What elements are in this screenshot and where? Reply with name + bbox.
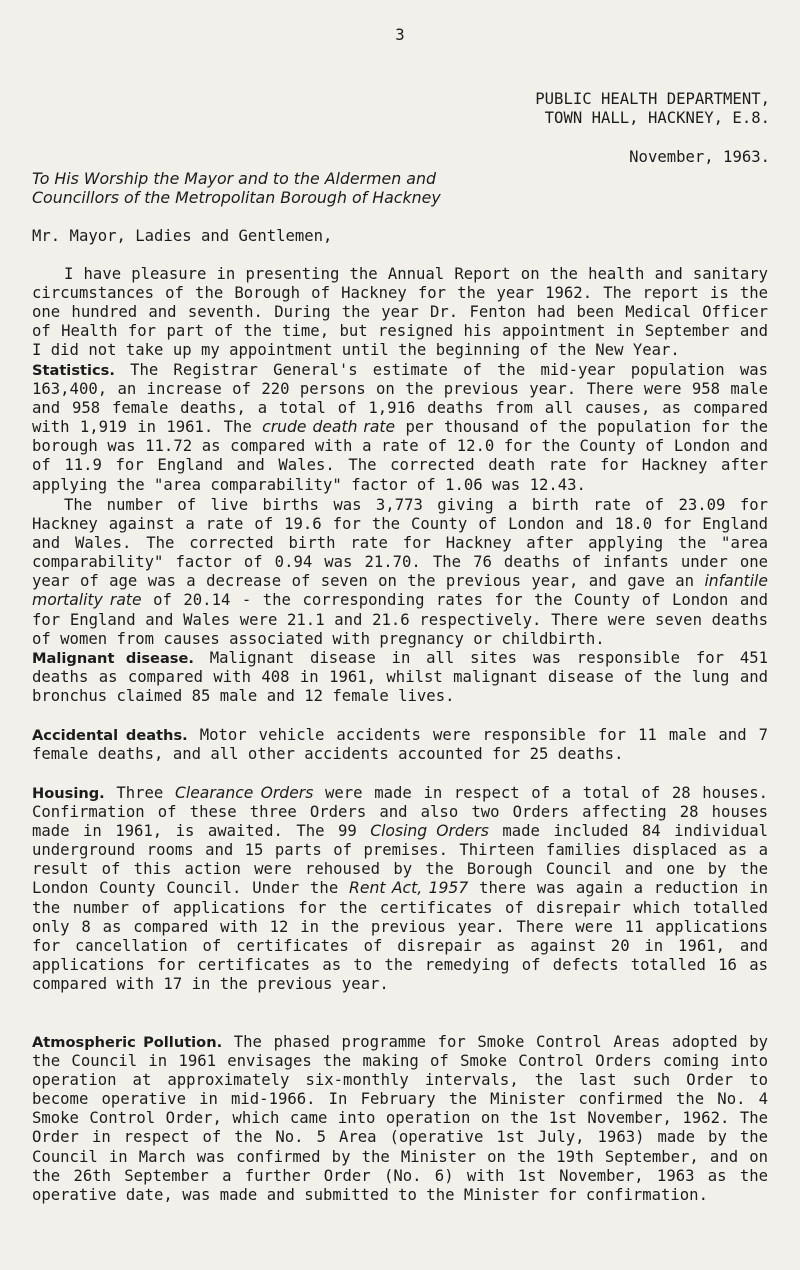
intro-paragraph: I have pleasure in presenting the Annual Report on the health and sanitary circumstances of the Borough of Hackney for the year 1962. The report is the one hundred and seventh. During the year Dr. Fenton had been Medical Officer of Health for part of the time, but resigned his appointment in September and I did not take up my appointment until the beginning of the New Year. bbox=[32, 265, 768, 360]
malignant-text: Malignant disease in all sites was responsible for 451 deaths as compared with 408 in 1961, whilst malignant disease of the lung and bronchus claimed 85 male and 12 female lives. bbox=[32, 649, 769, 706]
housing-paragraph bbox=[32, 784, 768, 994]
births-text-2: of 20.14 - the corresponding rates for the County of London and for England and Wales were 21.1 and 21.6 respectively. There were seven deaths of women from causes associated with pregnancy or childbirth. bbox=[32, 591, 768, 648]
statistics-emphasis: crude death rate bbox=[262, 418, 396, 437]
department-name: PUBLIC HEALTH DEPARTMENT, bbox=[535, 90, 770, 108]
statistics-text-1: The Registrar General's estimate of the mid-year population was 163,400, an increase of 220 persons on the previous year. There were 958 male and 958 female deaths, a total of 1,916 deaths from all causes, as compared with 1,919 in 1961. The bbox=[32, 361, 768, 437]
letter-date: November, 1963. bbox=[629, 148, 770, 166]
pollution-heading: Atmospheric Pollution. bbox=[32, 1034, 223, 1051]
department-address: TOWN HALL, HACKNEY, E.8. bbox=[544, 109, 770, 128]
malignant-heading: Malignant disease. bbox=[32, 650, 194, 667]
housing-text-1: Three bbox=[104, 784, 175, 802]
accidental-heading: Accidental deaths. bbox=[32, 727, 188, 744]
housing-text-2: were made in respect of a total of 28 houses. Confirmation of these three Orders and also two Orders affecting 28 houses made in 1961, is awaited. The 99 bbox=[32, 784, 768, 841]
addressee-line-2: Councillors of the Metropolitan Borough of Hackney bbox=[32, 188, 441, 208]
addressee-line-1: To His Worship the Mayor and to the Aldermen and bbox=[32, 169, 437, 188]
accidental-paragraph bbox=[32, 726, 768, 764]
births-paragraph bbox=[32, 496, 768, 649]
births-text-1: The number of live births was 3,773 giving a birth rate of 23.09 for Hackney against a rate of 19.6 for the County of London and 18.0 for England and Wales. The corrected birth rate for Hackney after applying the "area comparability" factor of 0.94 was 21.70. The 76 deaths of infants under one year of age was a decrease of seven on the previous year, and gave an bbox=[32, 496, 768, 591]
housing-emphasis-1: Clearance Orders bbox=[174, 784, 314, 802]
pollution-text: The phased programme for Smoke Control Areas adopted by the Council in 1961 envisages the making of Smoke Control Orders coming into operation at approximately six-monthly intervals, the last such Order to become operative in mid-1966. In February the Minister confirmed the No. 4 Smoke Control Order, which came into operation on the 1st November, 1962. The Order in respect of the No. 5 Area (operative 1st July, 1963) made by the Council in March was confirmed by the Minister on the 19th September, and on the 26th September a further Order (No. 6) with 1st November, 1963 as the operative date, was made and submitted to the Minister for confirmation. bbox=[32, 1033, 768, 1204]
pollution-paragraph bbox=[32, 1033, 768, 1205]
statistics-heading: Statistics. bbox=[32, 362, 115, 379]
housing-emphasis-2: Closing Orders bbox=[370, 822, 489, 841]
letterhead bbox=[535, 90, 770, 128]
births-emphasis: infantile mortality rate bbox=[32, 572, 768, 610]
page-number: 3 bbox=[395, 26, 405, 44]
statistics-text-2: per thousand of the population for the borough was 11.72 as compared with a rate of 12.0 for the County of London and of 11.9 for England and Wales. The corrected death rate for Hackney after applying the "area comparability" factor of 1.06 was 12.43. bbox=[32, 418, 768, 494]
housing-heading: Housing. bbox=[32, 785, 105, 802]
addressee bbox=[32, 169, 441, 207]
housing-text-4: there was again a reduction in the number of applications for the certificates of disrepair which totalled only 8 as compared with 12 in the previous year. There were 11 applications for cancellation of certificates of disrepair as against 20 in 1961, and applications for certificates as to the remedying of defects totalled 16 as compared with 17 in the previous year. bbox=[32, 879, 768, 993]
malignant-paragraph bbox=[32, 649, 768, 706]
housing-text-3: made included 84 individual underground rooms and 15 parts of premises. Thirteen families displaced as a result of this action were rehoused by the Borough Council and one by the London County Council. Under the bbox=[32, 822, 769, 898]
accidental-text: Motor vehicle accidents were responsible for 11 male and 7 female deaths, and all other accidents accounted for 25 deaths. bbox=[32, 726, 768, 764]
statistics-paragraph bbox=[32, 361, 768, 495]
salutation: Mr. Mayor, Ladies and Gentlemen, bbox=[32, 227, 333, 245]
housing-emphasis-3: Rent Act, 1957 bbox=[349, 879, 469, 898]
